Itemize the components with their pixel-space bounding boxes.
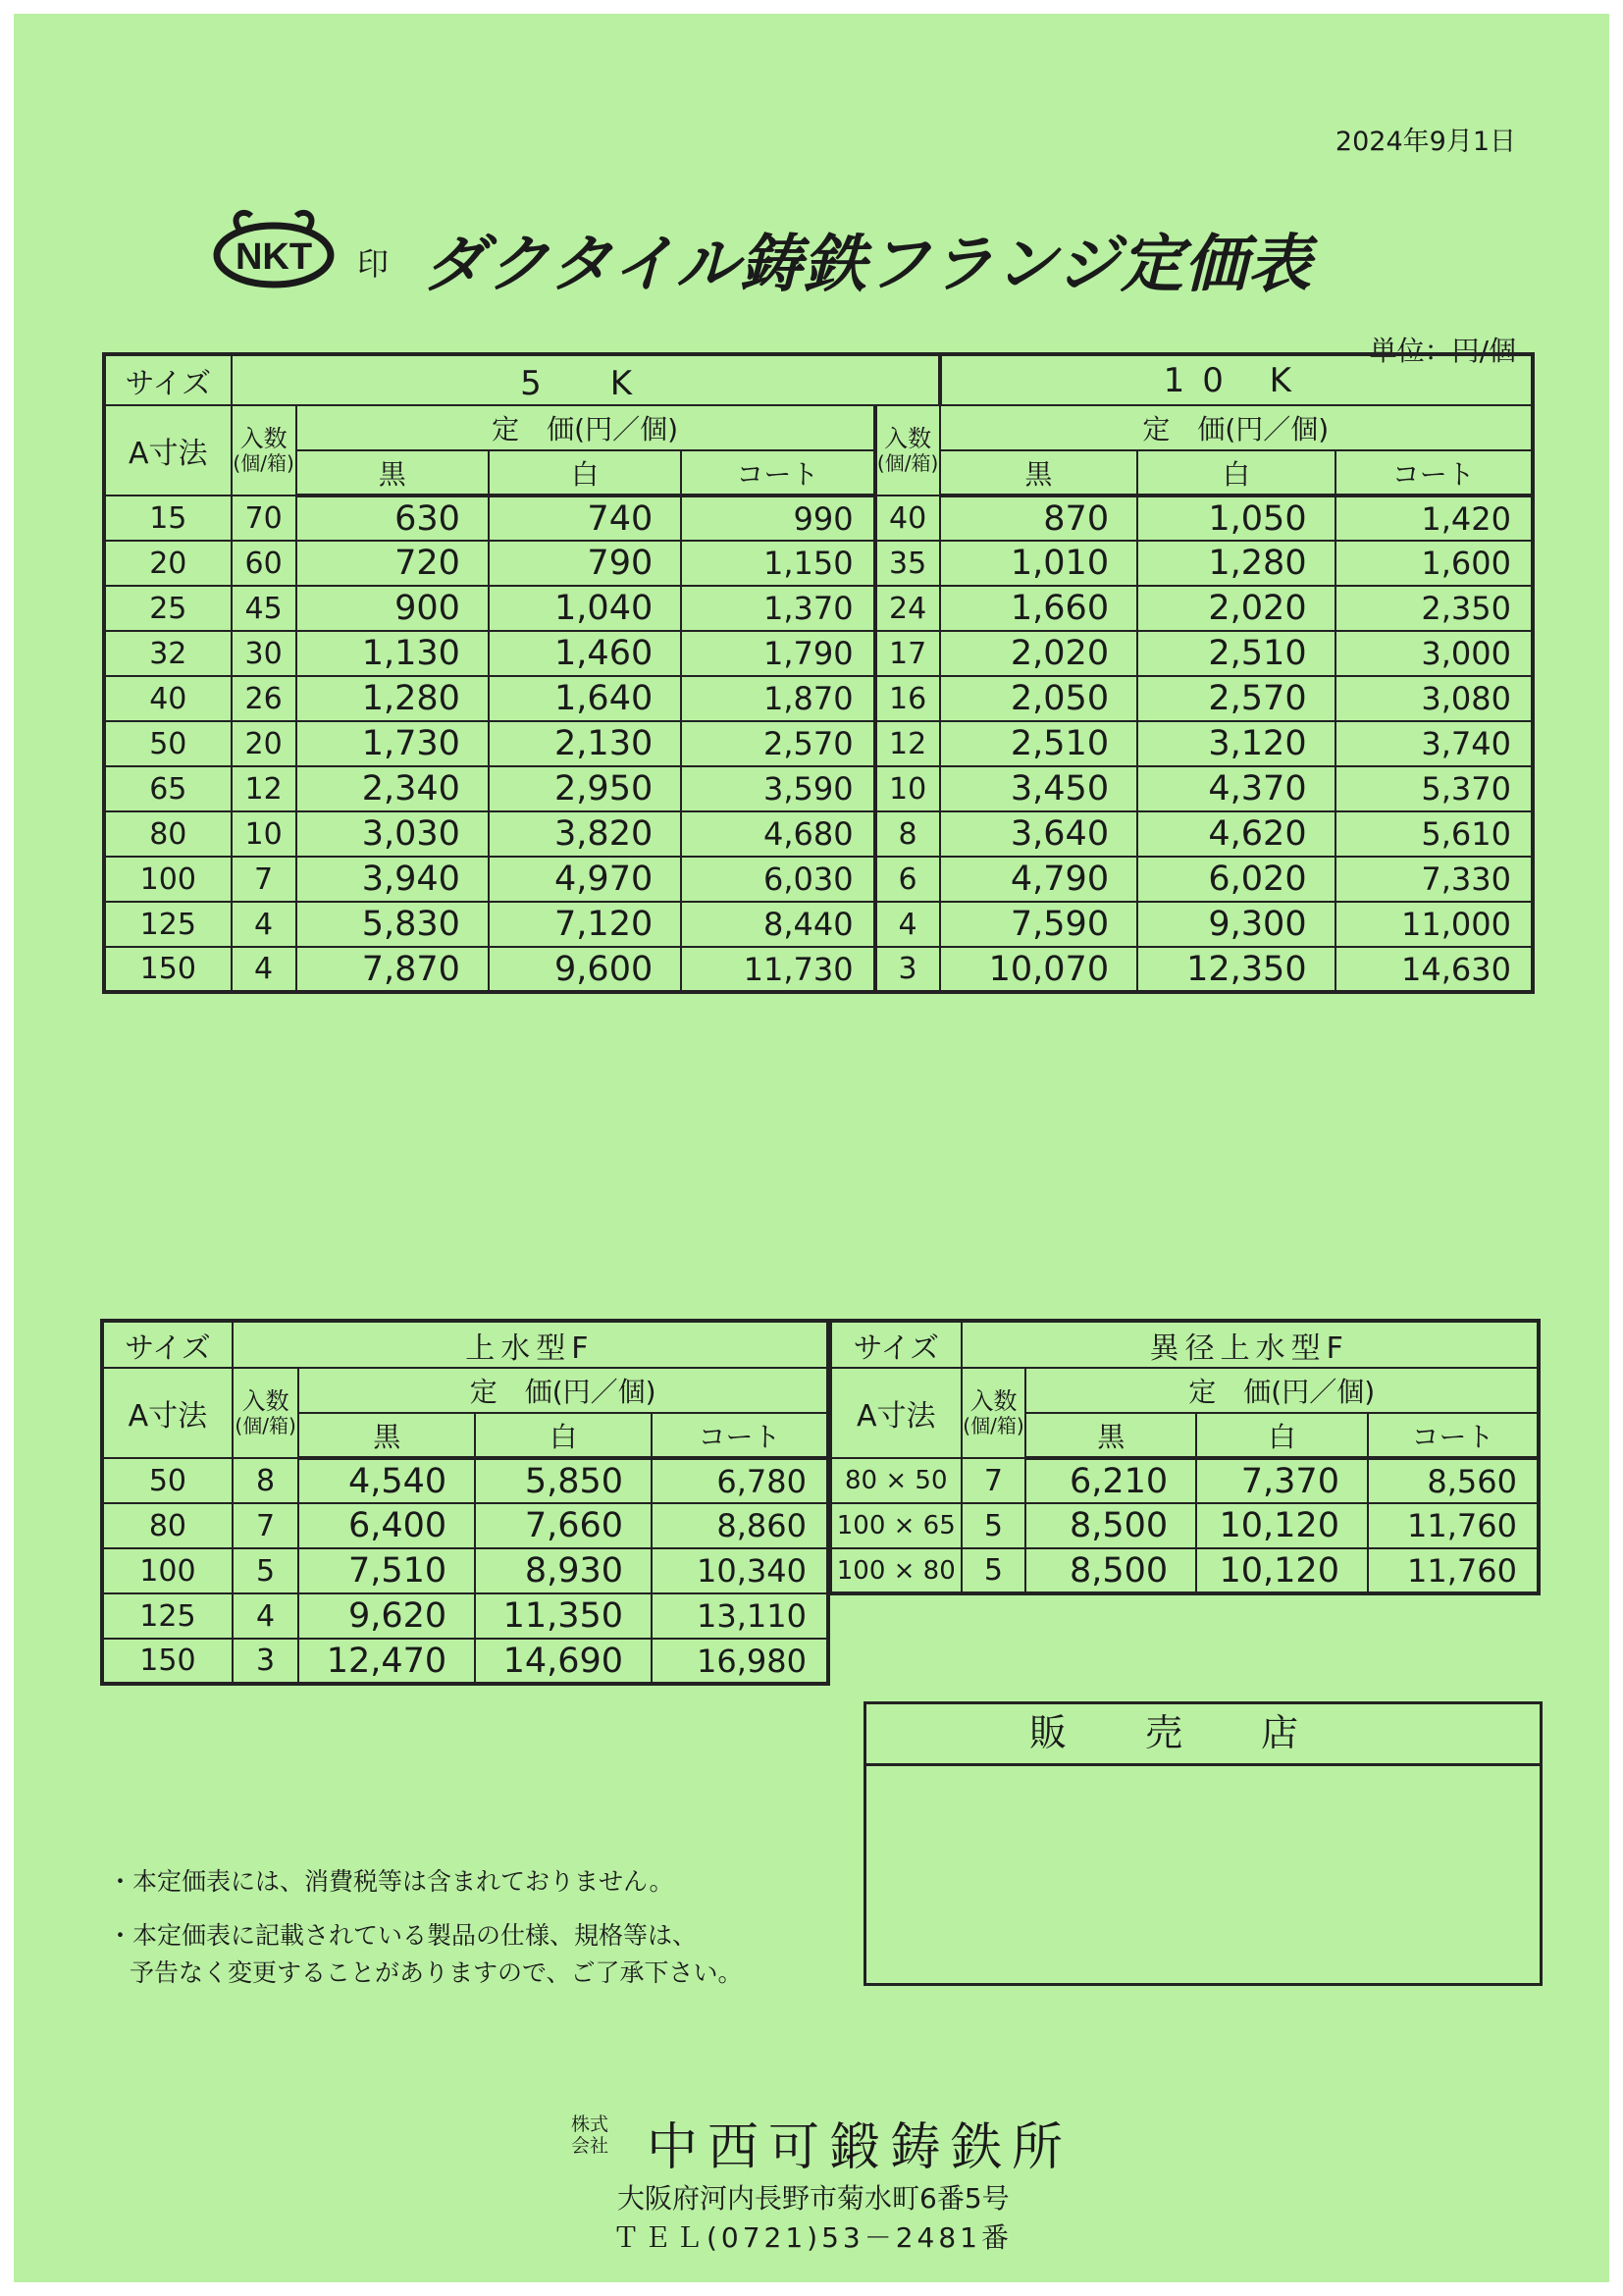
price-5k-white: 1,460 (489, 631, 681, 676)
note-tax: ・本定価表には、消費税等は含まれておりません。 (108, 1867, 674, 1896)
price-10k-coat: 3,740 (1335, 721, 1533, 766)
qty-10k-cell: 3 (875, 947, 940, 992)
price-5k-coat: 990 (681, 496, 874, 541)
company-name: 中西可鍛鋳鉄所 (647, 2118, 1073, 2177)
qty-10k-cell: 35 (875, 541, 940, 586)
col-black: 黒 (940, 450, 1138, 496)
qty-label: 入数 (個/箱) (962, 1368, 1026, 1458)
qty-10k-cell: 40 (875, 496, 940, 541)
price-5k-black: 1,730 (296, 721, 489, 766)
size-cell: 40 (104, 676, 232, 721)
unit-label: 単位：円/個 (1369, 335, 1516, 367)
company-address: 大阪府河内長野市菊水町6番5号 (617, 2182, 1010, 2215)
col-black: 黒 (298, 1413, 475, 1458)
shop-label: 販売店 (866, 1704, 1540, 1766)
price-5k-coat: 2,570 (681, 721, 874, 766)
logo-mark: 印 (357, 245, 390, 283)
company-prefix: 株式 会社 (571, 2113, 609, 2157)
size-cell: 25 (104, 586, 232, 631)
price-coat: 11,760 (1368, 1548, 1539, 1593)
table-row (830, 1503, 1539, 1548)
title-row (210, 200, 1387, 308)
price-white: 5,850 (475, 1458, 652, 1503)
col-white: 白 (1196, 1413, 1368, 1458)
price-5k-white: 740 (489, 496, 681, 541)
size-cell: 65 (104, 766, 232, 811)
price-5k-black: 1,130 (296, 631, 489, 676)
qty-cell: 5 (233, 1548, 298, 1593)
price-5k-black: 7,870 (296, 947, 489, 992)
table-5k-10k (102, 352, 1535, 994)
qty-cell: 8 (233, 1458, 298, 1503)
price-sheet (14, 14, 1609, 2282)
price-black: 6,210 (1025, 1458, 1196, 1503)
col-black: 黒 (296, 450, 489, 496)
group-ikei-label: 異径上水型F (962, 1321, 1540, 1368)
price-10k-black: 3,640 (940, 811, 1138, 857)
size-cell: 150 (102, 1639, 233, 1684)
qty-cell: 5 (962, 1548, 1026, 1593)
price-label: 定 価(円／個) (1025, 1368, 1539, 1413)
qty-5k-cell: 26 (232, 676, 296, 721)
price-10k-white: 1,280 (1137, 541, 1335, 586)
price-5k-black: 3,030 (296, 811, 489, 857)
qty-5k-cell: 4 (232, 947, 296, 992)
price-label: 定 価(円／個) (296, 405, 875, 450)
price-10k-black: 2,020 (940, 631, 1138, 676)
table-row (830, 1458, 1539, 1503)
price-label: 定 価(円／個) (940, 405, 1533, 450)
table-row (104, 496, 1533, 541)
qty-10k-cell: 24 (875, 586, 940, 631)
size-label: サイズ (102, 1321, 233, 1368)
price-5k-coat: 1,870 (681, 676, 874, 721)
price-black: 4,540 (298, 1458, 475, 1503)
col-coat: コート (1368, 1413, 1539, 1458)
price-10k-white: 1,050 (1137, 496, 1335, 541)
table-ikei-josui (828, 1319, 1541, 1595)
table-row (104, 721, 1533, 766)
price-5k-black: 3,940 (296, 857, 489, 902)
size-cell: 100 (104, 857, 232, 902)
price-white: 14,690 (475, 1639, 652, 1684)
price-10k-black: 1,660 (940, 586, 1138, 631)
nkt-logo-icon (210, 206, 338, 290)
price-5k-coat: 1,150 (681, 541, 874, 586)
price-10k-white: 4,370 (1137, 766, 1335, 811)
price-white: 10,120 (1196, 1503, 1368, 1548)
price-10k-coat: 5,370 (1335, 766, 1533, 811)
col-white: 白 (475, 1413, 652, 1458)
qty-10k-cell: 8 (875, 811, 940, 857)
price-10k-white: 12,350 (1137, 947, 1335, 992)
price-5k-black: 720 (296, 541, 489, 586)
a-dim-label: A寸法 (104, 405, 232, 496)
size-label: サイズ (104, 354, 232, 405)
price-10k-white: 2,020 (1137, 586, 1335, 631)
price-black: 8,500 (1025, 1503, 1196, 1548)
size-cell: 50 (104, 721, 232, 766)
price-coat: 10,340 (652, 1548, 828, 1593)
table-row (104, 676, 1533, 721)
qty-5k-cell: 10 (232, 811, 296, 857)
company-tel: ＴＥＬ(0721)53－2481番 (612, 2221, 1013, 2254)
group-5k-label: 5 K (232, 354, 940, 405)
price-black: 9,620 (298, 1593, 475, 1639)
table-row (104, 947, 1533, 992)
price-10k-black: 4,790 (940, 857, 1138, 902)
a-dim-label: A寸法 (102, 1368, 233, 1458)
issue-date: 2024年9月1日 (1335, 127, 1516, 157)
price-5k-black: 1,280 (296, 676, 489, 721)
price-10k-white: 2,510 (1137, 631, 1335, 676)
table-row (104, 811, 1533, 857)
price-10k-coat: 1,600 (1335, 541, 1533, 586)
table-row (104, 857, 1533, 902)
table-josui (100, 1319, 830, 1686)
note-spec: ・本定価表に記載されている製品の仕様、規格等は、 (108, 1921, 698, 1950)
col-black: 黒 (1025, 1413, 1196, 1458)
qty-cell: 7 (962, 1458, 1026, 1503)
qty-10k-cell: 16 (875, 676, 940, 721)
price-10k-white: 3,120 (1137, 721, 1335, 766)
price-label: 定 価(円／個) (298, 1368, 828, 1413)
size-label: サイズ (830, 1321, 962, 1368)
size-cell: 50 (102, 1458, 233, 1503)
price-coat: 6,780 (652, 1458, 828, 1503)
qty-5k-cell: 60 (232, 541, 296, 586)
qty-label: 入数 (個/箱) (875, 405, 940, 496)
table-row (102, 1639, 828, 1684)
price-white: 7,660 (475, 1503, 652, 1548)
price-5k-coat: 1,370 (681, 586, 874, 631)
col-coat: コート (1335, 450, 1533, 496)
qty-10k-cell: 4 (875, 902, 940, 947)
price-10k-coat: 3,000 (1335, 631, 1533, 676)
price-5k-white: 7,120 (489, 902, 681, 947)
table-row (104, 586, 1533, 631)
price-5k-white: 3,820 (489, 811, 681, 857)
price-black: 12,470 (298, 1639, 475, 1684)
qty-10k-cell: 12 (875, 721, 940, 766)
price-coat: 8,560 (1368, 1458, 1539, 1503)
price-5k-white: 2,950 (489, 766, 681, 811)
size-cell: 15 (104, 496, 232, 541)
price-white: 10,120 (1196, 1548, 1368, 1593)
size-cell: 100 × 80 (830, 1548, 962, 1593)
table-row (830, 1548, 1539, 1593)
size-cell: 100 (102, 1548, 233, 1593)
qty-5k-cell: 70 (232, 496, 296, 541)
col-coat: コート (681, 450, 874, 496)
qty-5k-cell: 4 (232, 902, 296, 947)
price-10k-coat: 2,350 (1335, 586, 1533, 631)
price-5k-black: 2,340 (296, 766, 489, 811)
col-coat: コート (652, 1413, 828, 1458)
price-5k-black: 5,830 (296, 902, 489, 947)
size-cell: 100 × 65 (830, 1503, 962, 1548)
price-10k-coat: 7,330 (1335, 857, 1533, 902)
price-5k-coat: 6,030 (681, 857, 874, 902)
qty-10k-cell: 10 (875, 766, 940, 811)
price-10k-coat: 1,420 (1335, 496, 1533, 541)
price-5k-coat: 4,680 (681, 811, 874, 857)
price-10k-white: 9,300 (1137, 902, 1335, 947)
qty-5k-cell: 20 (232, 721, 296, 766)
size-cell: 80 (104, 811, 232, 857)
price-5k-black: 630 (296, 496, 489, 541)
table-row (102, 1593, 828, 1639)
qty-cell: 3 (233, 1639, 298, 1684)
price-5k-white: 4,970 (489, 857, 681, 902)
qty-10k-cell: 6 (875, 857, 940, 902)
qty-cell: 7 (233, 1503, 298, 1548)
size-cell: 80 (102, 1503, 233, 1548)
table-row (102, 1503, 828, 1548)
a-dim-label: A寸法 (830, 1368, 962, 1458)
group-10k-label: 10 K (940, 354, 1533, 405)
price-coat: 16,980 (652, 1639, 828, 1684)
qty-5k-cell: 45 (232, 586, 296, 631)
size-cell: 125 (104, 902, 232, 947)
price-black: 7,510 (298, 1548, 475, 1593)
price-10k-white: 6,020 (1137, 857, 1335, 902)
price-10k-black: 870 (940, 496, 1138, 541)
price-white: 11,350 (475, 1593, 652, 1639)
qty-label: 入数 (個/箱) (233, 1368, 298, 1458)
price-coat: 8,860 (652, 1503, 828, 1548)
price-5k-white: 790 (489, 541, 681, 586)
table-row (104, 766, 1533, 811)
price-black: 8,500 (1025, 1548, 1196, 1593)
shop-box (864, 1701, 1543, 1986)
size-cell: 20 (104, 541, 232, 586)
size-cell: 125 (102, 1593, 233, 1639)
price-5k-coat: 1,790 (681, 631, 874, 676)
price-10k-white: 2,570 (1137, 676, 1335, 721)
price-black: 6,400 (298, 1503, 475, 1548)
price-10k-white: 4,620 (1137, 811, 1335, 857)
price-10k-coat: 3,080 (1335, 676, 1533, 721)
note-spec-cont: 予告なく変更することがありますので、ご了承下さい。 (130, 1958, 743, 1987)
price-5k-white: 2,130 (489, 721, 681, 766)
price-10k-black: 2,510 (940, 721, 1138, 766)
price-coat: 11,760 (1368, 1503, 1539, 1548)
price-5k-black: 900 (296, 586, 489, 631)
table-row (102, 1548, 828, 1593)
price-10k-black: 10,070 (940, 947, 1138, 992)
table-row (104, 902, 1533, 947)
price-white: 8,930 (475, 1548, 652, 1593)
qty-5k-cell: 12 (232, 766, 296, 811)
price-10k-coat: 14,630 (1335, 947, 1533, 992)
price-coat: 13,110 (652, 1593, 828, 1639)
qty-cell: 4 (233, 1593, 298, 1639)
price-10k-black: 7,590 (940, 902, 1138, 947)
qty-5k-cell: 7 (232, 857, 296, 902)
group-josui-label: 上水型F (233, 1321, 828, 1368)
logo-text: NKT (235, 236, 313, 278)
price-10k-coat: 11,000 (1335, 902, 1533, 947)
price-10k-black: 1,010 (940, 541, 1138, 586)
page-title: ダクタイル鋳鉄フランジ定価表 (423, 229, 1312, 301)
table-row (102, 1458, 828, 1503)
size-cell: 80 × 50 (830, 1458, 962, 1503)
price-5k-coat: 3,590 (681, 766, 874, 811)
price-white: 7,370 (1196, 1458, 1368, 1503)
qty-10k-cell: 17 (875, 631, 940, 676)
table-row (104, 631, 1533, 676)
price-5k-white: 9,600 (489, 947, 681, 992)
col-white: 白 (1137, 450, 1335, 496)
size-cell: 150 (104, 947, 232, 992)
size-cell: 32 (104, 631, 232, 676)
col-white: 白 (489, 450, 681, 496)
price-5k-coat: 11,730 (681, 947, 874, 992)
price-10k-black: 3,450 (940, 766, 1138, 811)
price-5k-white: 1,640 (489, 676, 681, 721)
qty-5k-cell: 30 (232, 631, 296, 676)
price-10k-coat: 5,610 (1335, 811, 1533, 857)
price-5k-coat: 8,440 (681, 902, 874, 947)
table-row (104, 541, 1533, 586)
price-10k-black: 2,050 (940, 676, 1138, 721)
qty-label: 入数 (個/箱) (232, 405, 296, 496)
price-5k-white: 1,040 (489, 586, 681, 631)
qty-cell: 5 (962, 1503, 1026, 1548)
